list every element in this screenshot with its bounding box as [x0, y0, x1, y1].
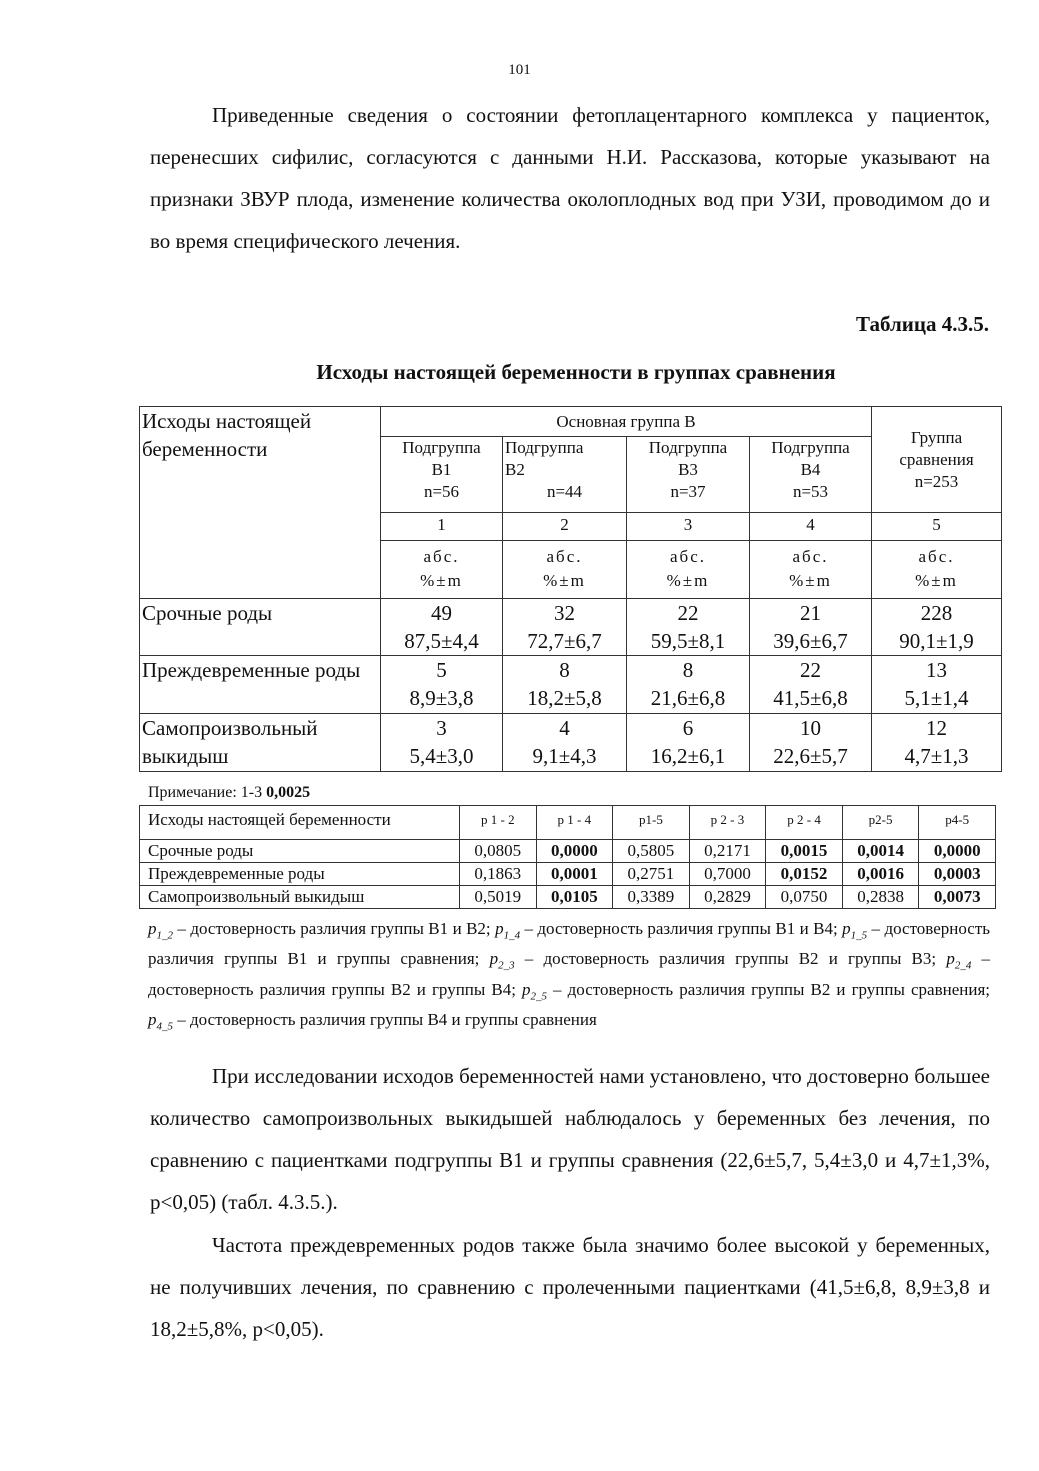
- outcome-row: [140, 656, 1002, 714]
- legend-subscript: 1_5: [850, 929, 868, 942]
- significance-row: [140, 886, 996, 909]
- abs-value: 228: [920, 601, 953, 625]
- abs-value: 22: [800, 658, 821, 682]
- p-value: 0,3389: [627, 887, 675, 906]
- subgroup-n: n=44: [546, 482, 583, 501]
- legend-subscript: 2_3: [498, 959, 515, 972]
- comparison-line2: сравнения: [899, 449, 974, 469]
- legend-text: – достоверность различия группы В1 и В2;: [173, 919, 496, 938]
- subgroup-name: Подгруппа: [402, 438, 481, 457]
- abs-value: 12: [926, 716, 947, 740]
- unit-cell: [503, 541, 627, 599]
- table-label: Таблица 4.3.5.: [856, 312, 989, 336]
- column-number: 3: [627, 513, 750, 541]
- pct-value: 5,4±3,0: [409, 744, 474, 768]
- outcome-value-cell: [381, 599, 503, 656]
- page-number: 101: [508, 62, 531, 78]
- p-value: 0,0015: [780, 841, 828, 860]
- legend-symbol: p: [148, 1010, 157, 1030]
- unit-cell: [750, 541, 872, 599]
- abs-value: 8: [682, 658, 694, 682]
- p-value-cell: [536, 840, 613, 863]
- p-value-cell: [766, 863, 843, 886]
- pct-value: 39,6±6,7: [773, 629, 848, 653]
- abs-value: 3: [436, 716, 447, 740]
- pct-value: 18,2±5,8: [527, 686, 602, 710]
- unit-pct: %±m: [666, 571, 710, 590]
- outcome-value-cell: [750, 714, 872, 772]
- legend-subscript: 1_2: [156, 929, 173, 942]
- legend-subscript: 1_4: [503, 929, 521, 942]
- p-value: 0,0105: [550, 887, 598, 906]
- p-value-cell: [919, 886, 996, 909]
- outcome-label: Срочные роды: [140, 599, 381, 656]
- p-value: 0,0000: [933, 841, 981, 860]
- p-value: 0,0000: [550, 841, 598, 860]
- paragraph-intro-text: Приведенные сведения о состоянии фетоплацентарного комплекса у пациенток, перенесших сифилис, согласуются с данными Н.И. Рассказова, которые указывают на признаки ЗВУР плода, изменение количества околоплодных вод при УЗИ, проводимом до и во время специфического лечения.: [150, 103, 990, 253]
- unit-abs: абс.: [423, 547, 460, 566]
- pct-value: 5,1±1,4: [904, 686, 969, 710]
- paragraph-findings-preterm-text: Частота преждевременных родов также была значимо более высокой у беременных, не получивших лечения, по сравнению с пролеченными пациентками (41,5±6,8, 8,9±3,8 и 18,2±5,8%, р<0,05).: [150, 1233, 990, 1341]
- abs-value: 21: [800, 601, 821, 625]
- p-column-header: р1-5: [613, 806, 690, 840]
- legend-symbol: p: [522, 979, 531, 999]
- legend-text: – достоверность различия группы В2 и группы В3;: [514, 949, 947, 969]
- outcome-value-cell: [381, 656, 503, 714]
- legend-symbol: p: [946, 949, 955, 969]
- outcome-value-cell: [627, 656, 750, 714]
- p-value: 0,5019: [474, 887, 522, 906]
- abs-value: 4: [559, 716, 570, 740]
- unit-cell: [381, 541, 503, 599]
- unit-abs: абс.: [670, 547, 706, 566]
- significance-label: Преждевременные роды: [140, 863, 460, 886]
- subgroup-n: n=53: [792, 482, 829, 501]
- outcome-value-cell: [872, 714, 1002, 772]
- table-note: [148, 784, 310, 802]
- p-value-cell: [689, 886, 766, 909]
- legend-symbol: p: [842, 919, 851, 938]
- outcome-value-cell: [750, 599, 872, 656]
- p-value: 0,0016: [857, 864, 904, 883]
- p-value: 0,0073: [933, 887, 981, 906]
- p-value-cell: [919, 840, 996, 863]
- p-column-header: р 1 - 4: [536, 806, 613, 840]
- outcome-value-cell: [872, 656, 1002, 714]
- pct-value: 16,2±6,1: [650, 744, 726, 768]
- p-value-cell: [842, 863, 919, 886]
- outcome-value-cell: [503, 714, 627, 772]
- legend-text: – достоверность различия группы В2 и группы сравнения;: [547, 979, 990, 999]
- outcomes-table: [139, 406, 1002, 772]
- p-value-cell: [766, 840, 843, 863]
- subgroup-name: Подгруппа: [505, 438, 584, 457]
- unit-cell: [627, 541, 750, 599]
- comparison-line1: Группа: [910, 427, 963, 447]
- subgroup-code: В3: [678, 460, 698, 479]
- pct-value: 87,5±4,4: [404, 629, 479, 653]
- abs-value: 10: [800, 716, 821, 740]
- outcome-label: Самопроизвольный выкидыш: [140, 714, 381, 772]
- note-value: 0,0025: [266, 784, 311, 801]
- p-value: 0,7000: [704, 864, 751, 883]
- main-group-header: Основная группа В: [381, 407, 872, 437]
- p-value-cell: [766, 886, 843, 909]
- p-column-header: р 1 - 2: [460, 806, 537, 840]
- significance-label: Срочные роды: [140, 840, 460, 863]
- subgroup-code: В2: [505, 460, 525, 479]
- outcome-value-cell: [750, 656, 872, 714]
- legend-text: – достоверность различия группы В1 и группы сравнения;: [148, 919, 991, 969]
- legend-text: – достоверность различия группы В1 и В4;: [520, 919, 843, 938]
- p-value-cell: [613, 886, 690, 909]
- unit-abs: абс.: [792, 547, 829, 566]
- unit-pct: %±m: [789, 571, 832, 590]
- unit-abs: абс.: [546, 547, 583, 566]
- pct-value: 9,1±4,3: [532, 744, 597, 768]
- pct-value: 59,5±8,1: [650, 629, 726, 653]
- outcome-value-cell: [381, 714, 503, 772]
- outcome-row: [140, 599, 1002, 656]
- comparison-group-header: [872, 407, 1002, 513]
- significance-row: [140, 863, 996, 886]
- p-value: 0,0750: [780, 887, 828, 906]
- p-value: 0,2829: [704, 887, 751, 906]
- p-value: 0,2838: [857, 887, 904, 906]
- subgroup-header: [750, 437, 872, 513]
- outcome-value-cell: [872, 599, 1002, 656]
- p-column-header: р4-5: [919, 806, 996, 840]
- note-prefix: Примечание: 1-3: [148, 784, 267, 801]
- p-value: 0,5805: [627, 841, 675, 860]
- p-value-cell: [460, 886, 537, 909]
- p-value: 0,0001: [550, 864, 598, 883]
- pct-value: 4,7±1,3: [904, 744, 969, 768]
- unit-pct: %±m: [915, 571, 958, 590]
- subgroup-n: n=56: [423, 482, 460, 501]
- legend-text: – достоверность различия группы В2 и группы В4;: [148, 949, 990, 999]
- abs-value: 8: [559, 658, 570, 682]
- column-number: 4: [750, 513, 872, 541]
- unit-pct: %±m: [420, 571, 463, 590]
- p-value: 0,0805: [474, 841, 522, 860]
- subgroup-name: Подгруппа: [771, 438, 850, 457]
- p-value-cell: [536, 886, 613, 909]
- abs-value: 49: [431, 601, 452, 625]
- p-value: 0,2751: [627, 864, 675, 883]
- column-number: 1: [381, 513, 503, 541]
- p-value-legend: [148, 917, 990, 1039]
- subgroup-name: Подгруппа: [648, 438, 728, 457]
- outcome-label: Преждевременные роды: [140, 656, 381, 714]
- significance-header: Исходы настоящей беременности: [140, 806, 460, 840]
- p-value: 0,2171: [704, 841, 751, 860]
- p-value-cell: [536, 863, 613, 886]
- subgroup-header: [627, 437, 750, 513]
- p-value-cell: [919, 863, 996, 886]
- row-header-cell: Исходы настоящей беременности: [140, 407, 381, 599]
- p-value-cell: [613, 840, 690, 863]
- unit-pct: %±m: [543, 571, 586, 590]
- p-column-header: р 2 - 3: [689, 806, 766, 840]
- paragraph-intro: [150, 94, 990, 262]
- p-value-cell: [689, 863, 766, 886]
- unit-abs: абс.: [918, 547, 955, 566]
- outcome-row: [140, 714, 1002, 772]
- legend-symbol: p: [148, 919, 157, 938]
- p-column-header: р 2 - 4: [766, 806, 843, 840]
- pct-value: 21,6±6,8: [650, 686, 726, 710]
- outcome-value-cell: [503, 599, 627, 656]
- legend-symbol: p: [495, 919, 504, 938]
- outcome-value-cell: [627, 714, 750, 772]
- outcome-value-cell: [627, 599, 750, 656]
- abs-value: 13: [926, 658, 947, 682]
- subgroup-header: [503, 437, 627, 513]
- column-number: 5: [872, 513, 1002, 541]
- pct-value: 72,7±6,7: [527, 629, 602, 653]
- p-value-cell: [460, 863, 537, 886]
- pct-value: 41,5±6,8: [773, 686, 848, 710]
- p-value-cell: [842, 886, 919, 909]
- comparison-n: n=253: [914, 471, 959, 491]
- paragraph-findings-miscarriage: [150, 1055, 990, 1223]
- abs-value: 32: [554, 601, 575, 625]
- abs-value: 22: [677, 601, 699, 625]
- paragraph-findings-miscarriage-text: При исследовании исходов беременностей нами установлено, что достоверно большее количество самопроизвольных выкидышей наблюдалось у беременных без лечения, по сравнению с пациентками подгруппы В1 и группы сравнения (22,6±5,7, 5,4±3,0 и 4,7±1,3%, р<0,05) (табл. 4.3.5.).: [150, 1064, 990, 1214]
- p-value: 0,0003: [933, 864, 981, 883]
- p-value-cell: [613, 863, 690, 886]
- legend-text: – достоверность различия группы В4 и группы сравнения: [173, 1010, 597, 1030]
- column-number: 2: [503, 513, 627, 541]
- subgroup-header: [381, 437, 503, 513]
- pct-value: 22,6±5,7: [773, 744, 848, 768]
- legend-subscript: 2_5: [530, 990, 547, 1003]
- unit-cell: [872, 541, 1002, 599]
- pct-value: 8,9±3,8: [409, 686, 474, 710]
- legend-subscript: 4_5: [156, 1020, 173, 1033]
- p-value: 0,0152: [780, 864, 828, 883]
- legend-subscript: 2_4: [954, 959, 972, 972]
- table-title: Исходы настоящей беременности в группах сравнения: [316, 360, 836, 384]
- paragraph-findings-preterm: [150, 1224, 990, 1350]
- abs-value: 5: [436, 658, 447, 682]
- subgroup-n: n=37: [670, 482, 706, 501]
- abs-value: 6: [682, 716, 694, 740]
- p-value-cell: [689, 840, 766, 863]
- pct-value: 90,1±1,9: [899, 629, 974, 653]
- significance-row: [140, 840, 996, 863]
- subgroup-code: В1: [431, 460, 452, 479]
- significance-table: [139, 805, 996, 909]
- p-value-cell: [842, 840, 919, 863]
- p-value: 0,0014: [857, 841, 904, 860]
- outcome-value-cell: [503, 656, 627, 714]
- p-column-header: р2-5: [842, 806, 919, 840]
- significance-label: Самопроизвольный выкидыш: [140, 886, 460, 909]
- legend-symbol: p: [489, 949, 499, 969]
- subgroup-code: В4: [800, 460, 821, 479]
- p-value: 0,1863: [474, 864, 522, 883]
- p-value-cell: [460, 840, 537, 863]
